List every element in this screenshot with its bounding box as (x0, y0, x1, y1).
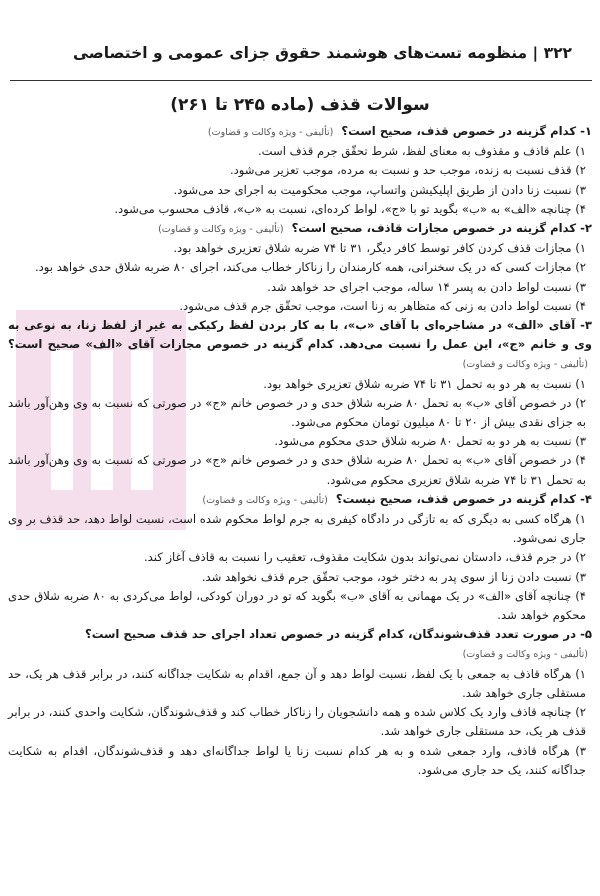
option: ۴) چنانچه «الف» به «ب» بگوید تو با «ج»، لواط کرده‌ای، نسبت به «ب»، قاذف محسوب می‌شود. (114, 201, 586, 216)
question-source: (تألیفی - ویژه وکالت و قضاوت) (158, 224, 284, 236)
option: ۱) هرگاه قاذف به جمعی با یک لفظ، نسبت لواط دهد و آن جمع، اقدام به شکایت جداگانه کنند، در برابر قذف هر یک، حد مستقلی جاری خواهد شد. (8, 666, 586, 700)
question-text: کدام گزینه در خصوص قذف، صحیح است؟ (341, 124, 577, 138)
question-source: (تألیفی - ویژه وکالت و قضاوت) (462, 649, 588, 661)
option: ۳) نسبت لواط دادن به پسر ۱۴ ساله، موجب اجرای حد خواهد شد. (267, 279, 586, 294)
option: ۴) چنانچه آقای «الف» در یک مهمانی به آقای «ب» بگوید که تو در دوران کودکی، لواط می‌کردی به ۸۰ ضربه شلاق حدی محکوم خواهد شد. (8, 588, 586, 623)
questions-list (8, 122, 592, 780)
header-separator: | (532, 44, 539, 62)
question-source: (تألیفی - ویژه وکالت و قضاوت) (462, 359, 588, 371)
question-text: کدام گزینه در خصوص قذف، صحیح نیست؟ (335, 491, 577, 506)
book-title: منظومه تست‌های هوشمند حقوق جزای عمومی و اختصاصی (73, 44, 528, 62)
page-number: ۳۲۲ (543, 44, 572, 62)
option: ۱) مجازات قذف کردن کافر توسط کافر دیگر، ۳۱ تا ۷۴ ضربه شلاق تعزیری خواهد بود. (173, 241, 586, 256)
option: ۱) علم قاذف و مقذوف به معنای لفظ، شرط تحقّق جرم قذف است. (257, 144, 586, 159)
question-text: در صورت تعدد قذف‌شوندگان، کدام گزینه در خصوص تعداد اجرای حد قذف صحیح است؟ (85, 627, 577, 642)
question-header: ۵- در صورت تعدد قذف‌شوندگان، کدام گزینه در خصوص تعداد اجرای حد قذف صحیح است؟ (85, 627, 592, 642)
question-4 (8, 490, 592, 625)
question-header: ۴- کدام گزینه در خصوص قذف، صحیح نیست؟ (تألیفی - ویژه وکالت و قضاوت) (202, 491, 592, 506)
option: ۲) مجازات کسی که در یک سخنرانی، همه کارمندان را زناکار خطاب می‌کند، اجرای ۸۰ ضربه شلاق حدی خواهد بود. (34, 260, 586, 275)
option: ۴) در خصوص آقای «ب» به تحمل ۸۰ ضربه شلاق حدی و در خصوص خانم «ج» در صورتی که نسبت به وی وهن‌آور باشد به تحمل ۳۱ تا ۷۴ ضربه شلاق تعزیری محکوم می‌شود. (8, 453, 586, 487)
question-1 (8, 122, 592, 219)
option: ۳) نسبت زنا دادن از طریق اپلیکیشن واتساپ، موجب محکومیت به اجرای حد می‌شود. (173, 182, 586, 197)
header-rule (10, 80, 592, 81)
option: ۲) چنانچه قاذف وارد یک کلاس شده و همه دانشجویان را زناکار خطاب کند و قذف‌شوندگان، شکایت واحدی کنند، در برابر قذف هر یک، حد مستقلی جاری خواهد شد. (8, 705, 586, 739)
question-3 (8, 316, 592, 490)
question-source: (تألیفی - ویژه وکالت و قضاوت) (202, 494, 328, 506)
question-source: (تألیفی - ویژه وکالت و قضاوت) (207, 127, 334, 138)
option: ۳) هرگاه قاذف، وارد جمعی شده و به هر کدام نسبت زنا یا لواط جداگانه‌ای دهد و قذف‌شوندگان، اقدام به شکایت جداگانه کنند، یک حد جاری می‌شود. (8, 743, 586, 777)
question-header: ۲- کدام گزینه در خصوص مجازات قاذف، صحیح است؟ (تألیفی - ویژه وکالت و قضاوت) (158, 221, 592, 236)
question-header: ۱- کدام گزینه در خصوص قذف، صحیح است؟ (تألیفی - ویژه وکالت و قضاوت) (207, 124, 592, 138)
option: ۳) نسبت دادن زنا از سوی پدر به دختر خود، موجب تحقّق جرم قذف نخواهد شد. (201, 569, 586, 584)
question-2 (8, 219, 592, 316)
question-text: آقای «الف» در مشاجره‌ای با آقای «ب»، با به کار بردن لفظ رکیکی به غیر از لفظ زنا، به نوعی به وی و خانم «ج»، این عمل را نسبت می‌دهد. کدام گزینه در خصوص مجازات آقای «الف» صحیح است؟ (8, 318, 592, 352)
page-header (10, 44, 572, 70)
question-5 (8, 625, 592, 780)
option: ۲) قذف نسبت به زنده، موجب حد و نسبت به مرده، موجب تعزیر می‌شود. (229, 163, 586, 178)
option: ۱) نسبت به هر دو به تحمل ۳۱ تا ۷۴ ضربه شلاق تعزیری خواهد بود. (263, 376, 586, 391)
option: ۲) در خصوص آقای «ب» به تحمل ۸۰ ضربه شلاق حدی و در خصوص خانم «ج» در صورتی که نسبت به وی وهن‌آور باشد به جزای نقدی بیش از ۲۰ تا ۸۰ میلیون تومان محکوم می‌شود. (8, 395, 586, 430)
question-header: ۳- آقای «الف» در مشاجره‌ای با آقای «ب»، با به کار بردن لفظ رکیکی به غیر از لفظ زنا، به نوعی به وی و خانم «ج»، این عمل را نسبت می‌دهد. کدام گزینه در خصوص مجازات آقای «الف» صحیح است؟ (تألیفی - ویژه وکالت و قضاوت) (8, 318, 592, 371)
question-text: کدام گزینه در خصوص مجازات قاذف، صحیح است؟ (291, 221, 577, 236)
option: ۱) هرگاه کسی به دیگری که به تازگی در دادگاه کیفری به جرم لواط محکوم شده است، نسبت لواط دهد، حد قذف بر وی جاری نمی‌شود. (8, 512, 586, 546)
option: ۳) نسبت به هر دو به تحمل ۸۰ ضربه شلاق حدی محکوم می‌شود. (274, 434, 586, 449)
section-title: سوالات قذف (ماده ۲۴۵ تا ۲۶۱) (170, 95, 430, 115)
option: ۲) در جرم قذف، دادستان نمی‌تواند بدون شکایت مقذوف، تعقیب را نسبت به قاذف آغاز کند. (143, 550, 586, 565)
option: ۴) نسبت لواط دادن به زنی که متظاهر به زنا است، موجب تحقّق جرم قذف می‌شود. (179, 298, 586, 313)
